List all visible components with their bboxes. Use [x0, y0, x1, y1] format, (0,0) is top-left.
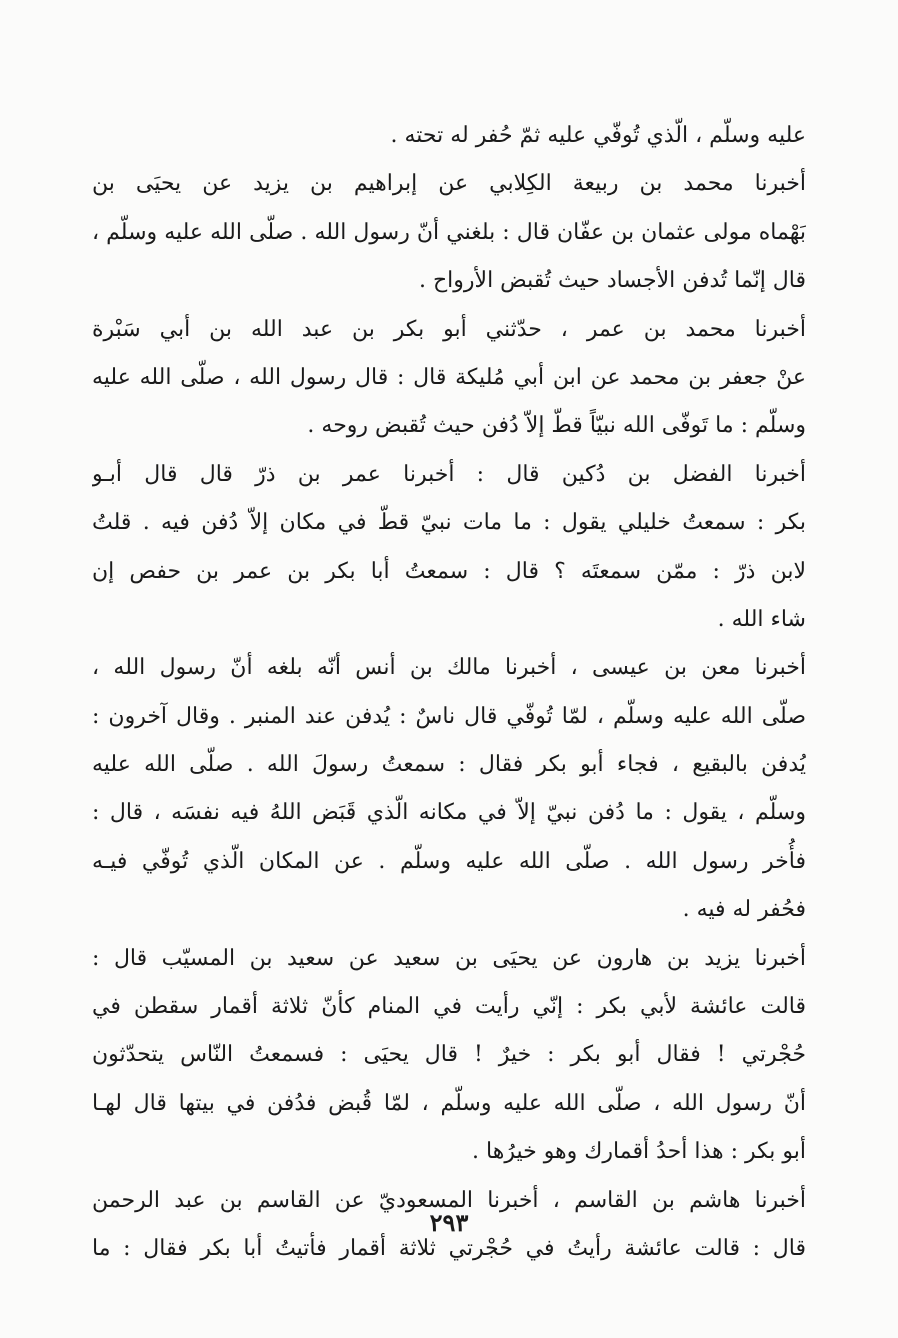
text-line: وسلّم : ما تَوفّى الله نبيّاً قطّ إلاّ دُفن حيث تُقبض روحه . — [307, 413, 806, 439]
paragraph — [92, 451, 806, 645]
text-line: قال إنّما تُدفن الأجساد حيث تُقبض الأرواح . — [418, 268, 806, 294]
text-line: أبو بكر : هذا أحدُ أقمارك وهو خيرُها . — [472, 1139, 806, 1165]
text-line: عليه وسلّم ، الّذي تُوفّي عليه ثمّ حُفر له تحته . — [390, 123, 806, 148]
text-line: أخبرنا الفضل بن دُكين قال : أخبرنا عمر بن ذرّ قال قال أبـو — [92, 461, 806, 487]
text-line: أخبرنا محمد بن عمر ، حدّثني أبو بكر بن عبد الله بن أبي سَبْرة — [92, 316, 806, 342]
paragraph — [92, 644, 806, 934]
text-line: أخبرنا يزيد بن هارون عن يحيَى بن سعيد عن سعيد بن المسيّب قال : — [92, 945, 806, 971]
text-line: صلّى الله عليه وسلّم ، لمّا تُوفّي قال ناسٌ : يُدفن عند المنبر . وقال آخرون : — [92, 703, 806, 729]
paragraph — [92, 935, 806, 1177]
page-body-text — [92, 112, 806, 1273]
text-line: حُجْرتي ! فقال أبو بكر : خيرٌ ! قال يحيَى : فسمعتُ النّاس يتحدّثون — [92, 1042, 806, 1068]
text-line: أخبرنا معن بن عيسى ، أخبرنا مالك بن أنس أنّه بلغه أنّ رسول الله ، — [92, 655, 806, 681]
text-line: بكر : سمعتُ خليلي يقول : ما مات نبيّ قطّ في مكان إلاّ دُفن فيه . قلتُ — [92, 510, 806, 536]
text-line: شاء الله . — [717, 606, 806, 632]
text-line: أنّ رسول الله ، صلّى الله عليه وسلّم ، لمّا قُبض فدُفن في بيتها قال لهـا — [92, 1090, 806, 1116]
text-line: فأُخر رسول الله . صلّى الله عليه وسلّم . عن المكان الّذي تُوفّي فيـه — [92, 848, 806, 874]
paragraph — [92, 160, 806, 305]
text-line: قالت عائشة لأبي بكر : إنّي رأيت في المنام كأنّ ثلاثة أقمار سقطن في — [92, 994, 806, 1020]
text-line: لابن ذرّ : ممّن سمعتَه ؟ قال : سمعتُ أبا بكر بن عمر بن حفص إن — [92, 558, 806, 584]
paragraph — [92, 306, 806, 451]
paragraph — [92, 112, 806, 160]
text-line: أخبرنا محمد بن ربيعة الكِلابي عن إبراهيم بن يزيد عن يحيَى بن — [92, 171, 806, 197]
text-line: وسلّم ، يقول : ما دُفن نبيّ إلاّ في مكانه الّذي قَبَض اللهُ فيه نفسَه ، قال : — [92, 800, 806, 826]
text-line: يُدفن بالبقيع ، فجاء أبو بكر فقال : سمعتُ رسولَ الله . صلّى الله عليه — [92, 752, 806, 778]
text-line: قال : قالت عائشة رأيتُ في حُجْرتي ثلاثة أقمار فأتيتُ أبا بكر فقال : ما — [92, 1235, 806, 1261]
text-line: أخبرنا هاشم بن القاسم ، أخبرنا المسعوديّ عن القاسم بن عبد الرحمن — [92, 1187, 806, 1213]
page-number: ٢٩٣ — [429, 1208, 469, 1237]
text-line: عنْ جعفر بن محمد عن ابن أبي مُليكة قال : قال رسول الله ، صلّى الله عليه — [92, 364, 806, 390]
text-line: بَهْماه مولى عثمان بن عفّان قال : بلغني أنّ رسول الله . صلّى الله عليه وسلّم ، — [92, 219, 806, 245]
text-line: فحُفر له فيه . — [682, 897, 806, 923]
